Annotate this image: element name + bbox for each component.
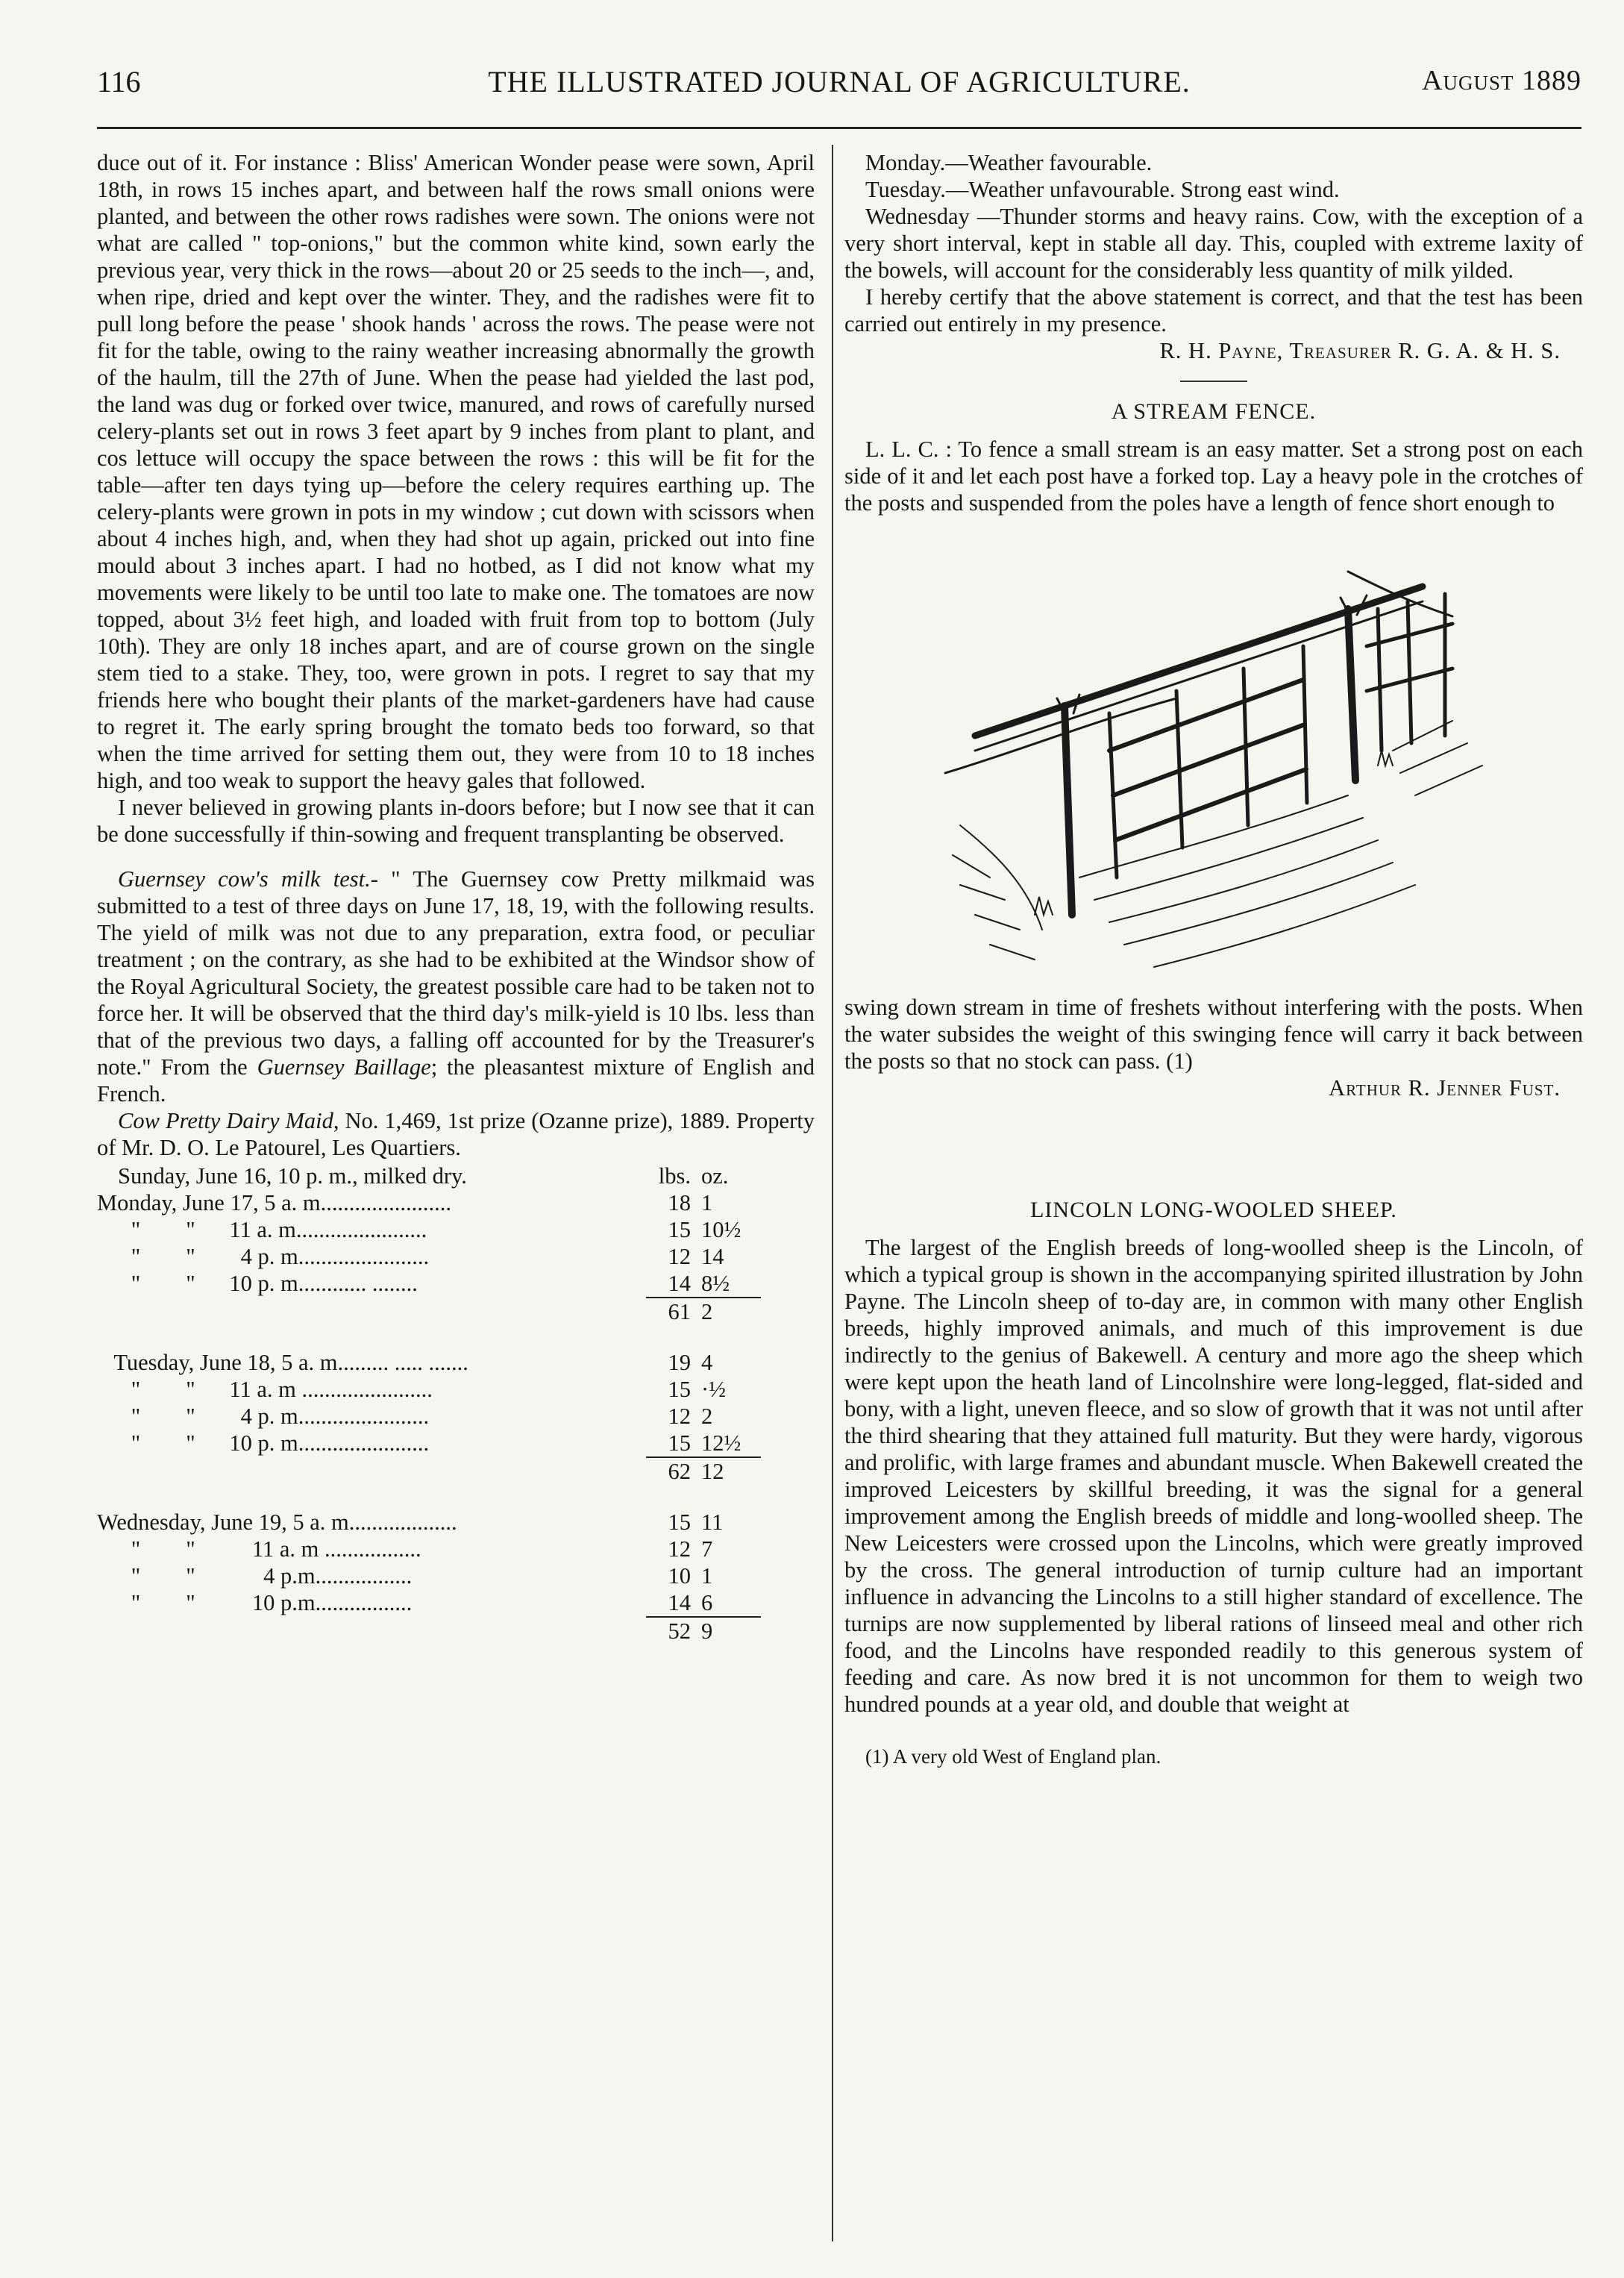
- lincoln-sheep-text: The largest of the English breeds of long-woolled sheep is the Lincoln, of which a typical group is shown in the accompanying spirited illustration by John Payne. The Lincoln sheep of to-day are, in common with many other English breeds, highly improved animals, and much of this improvement is due indirectly to the genius of Bakewell. A century and more ago the sheep which were kept upon the heath land of Lincolnshire were long-legged, flat-sided and bony, with a light, uneven fleece, and so slow of growth that it was not until after the third shearing that they attained full maturity. But they were hardy, vigorous and prolific, with large frames and abundant muscle. When Bakewell created the improved Leicesters by skillful breeding, it was the signal for a general improvement among the English breeds of middle and long-woolled sheep. The New Leicesters were crossed upon the Lincolns, which were greatly improved by the cross. The general introduction of turnip culture had an important influence in advancing the Lincolns to a still higher standard of excellence. The turnips are now supplemented by liberal rations of linseed meal and other rich food, and the Lincolns have responded readily to this generous system of feeding and care. As now bred it is not uncommon for them to weigh two hundred pounds at a year old, and double that weight at: [844, 1235, 1583, 1717]
- milk-yield-table: [97, 1163, 815, 1643]
- guernsey-source: Guernsey Baillage: [257, 1054, 431, 1080]
- guernsey-heading: Guernsey cow's milk test.: [118, 866, 371, 892]
- row-oz: 2: [701, 1404, 713, 1429]
- table-row: [97, 1270, 815, 1297]
- table-row: [97, 1536, 815, 1562]
- row-lbs: 10: [668, 1563, 691, 1589]
- stream-fence-heading: A STREAM FENCE.: [1111, 399, 1317, 424]
- row-oz: 11: [701, 1509, 724, 1535]
- row-oz: 14: [701, 1244, 724, 1269]
- table-row: [97, 1189, 815, 1216]
- col-header-lbs: lbs.: [658, 1163, 691, 1189]
- table-row: [97, 1349, 815, 1376]
- weather-monday: Monday.—Weather favourable.: [865, 150, 1153, 175]
- row-desc: " " 10 p.m.................: [97, 1590, 413, 1615]
- row-oz: 8½: [701, 1271, 730, 1296]
- row-oz: ·½: [701, 1377, 727, 1402]
- weather-wednesday: Wednesday —Thunder storms and heavy rains. Cow, with the exception of a very short interval, kept in stable all day. This, coupled with extreme laxity of the bowels, will account for the considerably less quantity of milk yilded.: [844, 204, 1583, 283]
- stream-fence-author: Arthur R. Jenner Fust.: [1329, 1075, 1561, 1101]
- row-lbs: 19: [668, 1350, 691, 1375]
- table-row: [97, 1589, 815, 1616]
- table-total-row: 61 2: [97, 1297, 815, 1324]
- table-row: [97, 1509, 815, 1536]
- stream-fence-illustration: [930, 527, 1497, 974]
- row-desc: " " 4 p. m.......................: [97, 1244, 430, 1269]
- article-closing-paragraph: I never believed in growing plants in-doors before; but I now see that it can be done successfully if thin-sowing and frequent transplanting be observed.: [97, 795, 815, 847]
- row-lbs: 12: [668, 1244, 691, 1269]
- row-desc: Monday, June 17, 5 a. m.......................: [97, 1190, 451, 1215]
- row-lbs: 15: [668, 1377, 691, 1402]
- row-desc: " " 10 p. m............ ........: [97, 1271, 418, 1296]
- row-desc: " " 11 a. m .................: [97, 1536, 421, 1562]
- issue-date: August 1889: [1422, 65, 1581, 96]
- row-oz: 7: [701, 1536, 713, 1562]
- row-lbs: 14: [668, 1271, 691, 1296]
- table-row: [97, 1376, 815, 1403]
- table-row: [97, 1562, 815, 1589]
- row-oz: 1: [701, 1563, 713, 1589]
- guernsey-paragraph: [97, 866, 815, 1107]
- table-total-row: 52 9: [97, 1616, 815, 1643]
- stream-fence-text-continued: swing down stream in time of freshets without interfering with the posts. When the water subsides the weight of this swinging fence will carry it back between the posts so that no stock can pass. (1): [844, 995, 1583, 1074]
- cow-name: Cow Pretty Dairy Maid: [118, 1108, 333, 1133]
- article-continuation: duce out of it. For instance : Bliss' American Wonder pease were sown, April 18th, in rows 15 inches apart, and between half the rows small onions were planted, and between the other rows radishes were sown. The onions were not what are called " top-onions," but the common white kind, sown early the previous year, very thick in the rows—about 20 or 25 seeds to the inch—, and, when ripe, dried and kept over the winter. They, and the radishes were fit to pull long before the pease ' shook hands ' across the rows. The pease were not fit for the table, owing to the rainy weather increasing abnormally the growth of the haulm, till the 27th of June. When the pease had yielded the last pod, the land was dug or forked over twice, manured, and rows of carefully nursed celery-plants set out in rows 3 feet apart by 9 inches from plant to plant, and cos lettuce will occupy the space between the rows : this will be fit for the table—after ten days tying up—before the celery requires earthing up. The celery-plants were grown in pots in my window ; cut down with scissors when about 4 inches high, and, when they had shot up again, pricked out into fine mould about 3 inches apart. I had no hotbed, as I did not know what my movements were likely to be until too late to make one. The tomatoes are now topped, about 3½ feet high, and loaded with fruit from top to bottom (July 10th). They are only 18 inches apart, and are of course grown on the single stem tied to a stake. They, too, were grown in pots. I regret to say that my friends here who bought their plants of the market-gardeners have had cause to regret it. The early spring brought the tomato beds too forward, so that when the time arrived for setting them out, they were from 10 to 18 inches high, and too weak to support the heavy gales that followed.: [97, 150, 815, 793]
- guernsey-text: - " The Guernsey cow Pretty milkmaid was submitted to a test of three days on June 17, 18, 19, with the following results. The yield of milk was not due to any preparation, extra food, or peculiar treatment ; on the contrary, as she had to be exhibited at the Windsor show of the Royal Agricultural Society, the greatest possible care had to be taken not to force her. It will be observed that the third day's milk-yield is 10 lbs. less than that of the previous two days, a falling off accounted for by the Treasurer's note." From the: [97, 866, 815, 1080]
- treasurer-signature: R. H. Payne, Treasurer R. G. A. & H. S.: [1159, 338, 1561, 363]
- table-row: [97, 1403, 815, 1430]
- row-desc: Wednesday, June 19, 5 a. m...................: [97, 1509, 457, 1535]
- column-divider: [832, 145, 833, 2241]
- table-row: [97, 1216, 815, 1243]
- footnote: (1) A very old West of England plan.: [865, 1745, 1161, 1768]
- row-lbs: 18: [668, 1190, 691, 1215]
- lincoln-sheep-heading: LINCOLN LONG-WOOLED SHEEP.: [1030, 1198, 1397, 1222]
- row-oz: 10½: [701, 1217, 742, 1242]
- stream-fence-text: L. L. C. : To fence a small stream is an easy matter. Set a strong post on each side of it and let each post have a forked top. Lay a heavy pole in the crotches of the posts and suspended from the poles have a length of fence short enough to: [844, 436, 1583, 516]
- section-divider: [1180, 381, 1247, 382]
- row-lbs: 12: [668, 1404, 691, 1429]
- row-desc: " " 10 p. m.......................: [97, 1430, 430, 1456]
- row-lbs: 15: [668, 1217, 691, 1242]
- table-row: [97, 1243, 815, 1270]
- row-desc: Tuesday, June 18, 5 a. m......... ..... .......: [97, 1350, 468, 1375]
- row-lbs: 15: [668, 1430, 691, 1456]
- guernsey-end: ; the pleasantest mixture of English and French.: [97, 1054, 815, 1107]
- table-row: [97, 1163, 815, 1189]
- row-desc: " " 4 p. m.......................: [97, 1404, 430, 1429]
- row-lbs: 12: [668, 1536, 691, 1562]
- right-column: [844, 149, 1583, 1770]
- row-desc: Sunday, June 16, 10 p. m., milked dry.: [118, 1163, 467, 1189]
- certification: I hereby certify that the above statement is correct, and that the test has been carried out entirely in my presence.: [844, 284, 1583, 337]
- row-oz: 6: [701, 1590, 713, 1615]
- row-lbs: 15: [668, 1509, 691, 1535]
- table-row: [97, 1430, 815, 1456]
- row-desc: " " 11 a. m .......................: [97, 1377, 433, 1402]
- page-number: 116: [97, 65, 141, 98]
- cow-details: Cow Pretty Dairy Maid, No. 1,469, 1st prize (Ozanne prize), 1889. Property of Mr. D. O. Le Patourel, Les Quartiers.: [97, 1108, 815, 1160]
- journal-title: THE ILLUSTRATED JOURNAL OF AGRICULTURE.: [488, 65, 1191, 98]
- row-desc: " " 4 p.m.................: [97, 1563, 413, 1589]
- header-rule: [97, 127, 1581, 129]
- row-oz: 4: [701, 1350, 713, 1375]
- table-total-row: 62 12: [97, 1456, 815, 1483]
- row-oz: 1: [701, 1190, 713, 1215]
- running-head: [97, 64, 1581, 109]
- row-desc: " " 11 a. m.......................: [97, 1217, 427, 1242]
- col-header-oz: oz.: [701, 1163, 729, 1189]
- left-column: [97, 149, 815, 1643]
- row-lbs: 14: [668, 1590, 691, 1615]
- weather-tuesday: Tuesday.—Weather unfavourable. Strong east wind.: [865, 177, 1340, 202]
- row-oz: 12½: [701, 1430, 742, 1456]
